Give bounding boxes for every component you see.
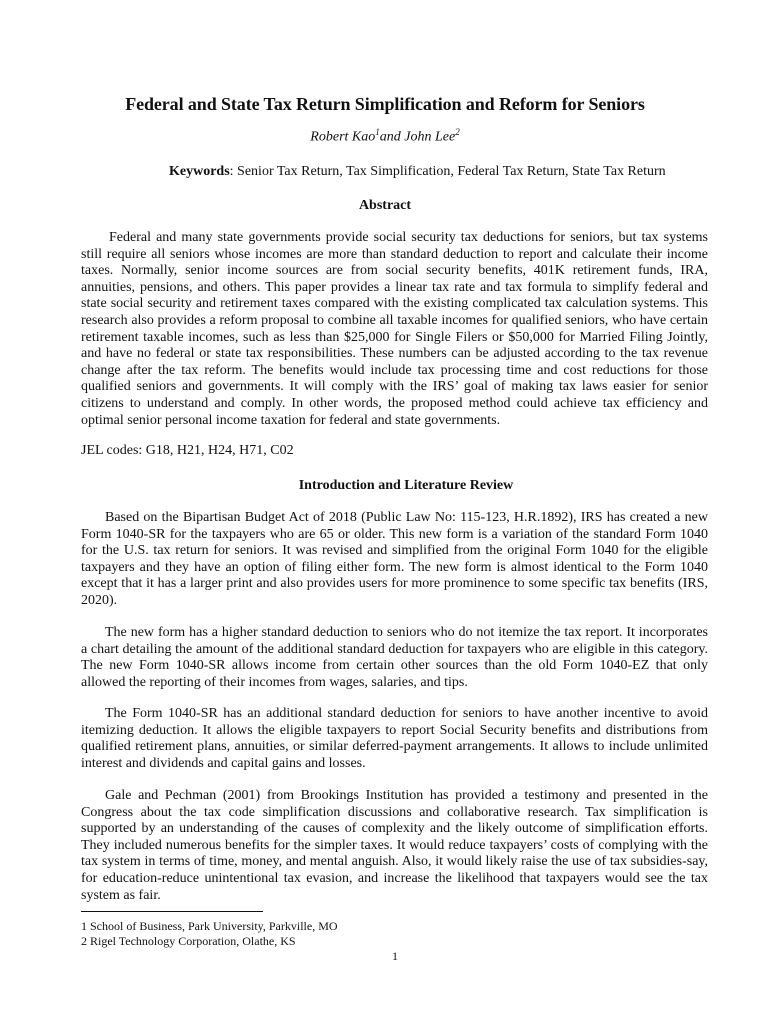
intro-paragraph-1: Based on the Bipartisan Budget Act of 2018 (Public Law No: 115-123, H.R.1892), IRS has created a new Form 1040-SR for the taxpayers who are 65 or older. This new form is a variation of the standard Form 1040 for the U.S. tax return for seniors. It was revised and simplified from the original Form 1040 for the eligible taxpayers and they have an option of filing either form. The new form is almost identical to the Form 1040 except that it has a larger print and also provides users for more prominence to some specific tax benefits (IRS, 2020). xyxy=(81,510,708,608)
intro-heading: Introduction and Literature Review xyxy=(298,478,514,493)
page-number: 1 xyxy=(392,949,398,963)
author-line xyxy=(0,127,770,146)
jel-codes: JEL codes: G18, H21, H24, H71, C02 xyxy=(81,443,294,458)
abstract-body: Federal and many state governments provide social security tax deductions for seniors, but tax systems still require all seniors whose incomes are more than standard deduction to report and calculate their income taxes. Normally, senior income sources are from social security benefits, 401K retirement funds, IRA, annuities, pensions, and others. This paper provides a linear tax rate and tax formula to simplify federal and state social security and retirement taxes compared with the existing complicated tax calculation systems. This research also provides a reform proposal to combine all taxable incomes for qualified seniors, who have certain retirement taxable incomes, such as less than $25,000 for Single Filers or $50,000 for Married Filing Jointly, and have no federal or state tax responsibilities. These numbers can be adjusted according to the tax revenue change after the tax reform. The benefits would include tax processing time and cost reductions for those qualified seniors and governments. It will comply with the IRS’ goal of making tax laws easier for senior citizens to understand and comply. In other words, the proposed method could achieve tax efficiency and optimal senior personal income taxation for federal and state governments. xyxy=(81,230,708,428)
footnote-divider xyxy=(81,911,263,912)
keywords-text: : Senior Tax Return, Tax Simplification, Federal Tax Return, State Tax Return xyxy=(229,164,666,179)
footnote-2: 2 Rigel Technology Corporation, Olathe, KS xyxy=(81,934,296,948)
keywords-label: Keywords xyxy=(169,164,230,179)
footnote-1: 1 School of Business, Park University, Parkville, MO xyxy=(81,919,338,933)
keywords-line xyxy=(169,164,666,180)
author-1: Robert Kao xyxy=(310,129,376,145)
author-1-affiliation-mark: 1 xyxy=(375,127,380,137)
intro-paragraph-2: The new form has a higher standard deduction to seniors who do not itemize the tax report. It incorporates a chart detailing the amount of the additional standard deduction for taxpayers who are eligible in this category. The new Form 1040-SR allows income from certain other sources than the old Form 1040-EZ that only allowed the reporting of their incomes from wages, salaries, and tips. xyxy=(81,625,708,690)
author-2: and John Lee xyxy=(379,129,456,145)
author-2-affiliation-mark: 2 xyxy=(455,127,460,137)
abstract-heading: Abstract xyxy=(358,198,412,213)
intro-paragraph-3: The Form 1040-SR has an additional standard deduction for seniors to have another incentive to avoid itemizing deduction. It allows the eligible taxpayers to report Social Security benefits and distributions from qualified retirement plans, annuities, or similar deferred-payment arrangements. It allows to include unlimited interest and dividends and capital gains and losses. xyxy=(81,706,708,771)
paper-title: Federal and State Tax Return Simplification and Reform for Seniors xyxy=(125,94,645,114)
intro-paragraph-4: Gale and Pechman (2001) from Brookings Institution has provided a testimony and presented in the Congress about the tax code simplification discussions and collaborative research. Tax simplification is supported by an understanding of the causes of complexity and the likely outcome of simplification efforts. They included numerous benefits for the simpler taxes. It would reduce taxpayers’ costs of complying with the tax system in terms of time, money, and mental anguish. Also, it would likely raise the use of tax subsidies-say, for education-reduce unintentional tax evasion, and increase the likelihood that taxpayers would see the tax system as fair. xyxy=(81,788,708,903)
